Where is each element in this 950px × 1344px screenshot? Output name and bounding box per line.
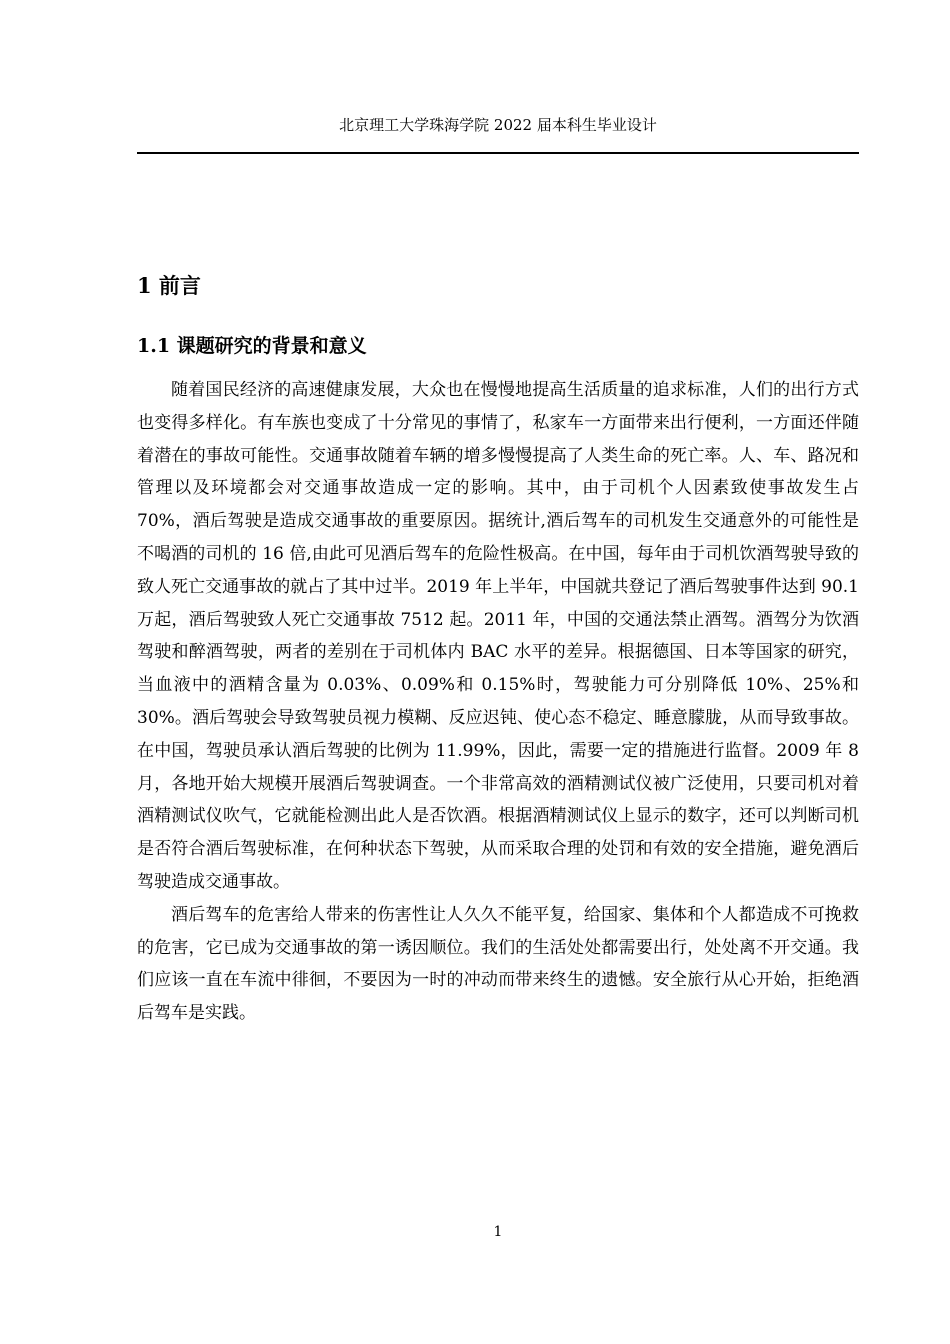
- chapter-heading: 1 前言: [137, 273, 201, 298]
- running-header: 北京理工大学珠海学院 2022 届本科生毕业设计: [339, 116, 657, 134]
- page-number: 1: [493, 1224, 503, 1240]
- paragraph-2: 酒后驾车的危害给人带来的伤害性让人久久不能平复，给国家、集体和个人都造成不可挽救的危害，它已成为交通事故的第一诱因顺位。我们的生活处处都需要出行，处处离不开交通。我们应该一直在车流中徘徊，不要因为一时的冲动而带来终生的遗憾。安全旅行从心开始，拒绝酒后驾车是实践。: [137, 904, 859, 1024]
- section-heading: 1.1 课题研究的背景和意义: [137, 335, 367, 357]
- header-rule: [137, 152, 859, 154]
- body-text: [137, 374, 859, 1030]
- paragraph-1: 随着国民经济的高速健康发展，大众也在慢慢地提高生活质量的追求标准，人们的出行方式也变得多样化。有车族也变成了十分常见的事情了，私家车一方面带来出行便利，一方面还伴随着潜在的事故可能性。交通事故随着车辆的增多慢慢提高了人类生命的死亡率。人、车、路况和管理以及环境都会对交通事故造成一定的影响。其中，由于司机个人因素致使事故发生占 70%，酒后驾驶是造成交通事故的重要原因。据统计,酒后驾车的司机发生交通意外的可能性是不喝酒的司机的 16 倍,由此可见酒后驾车的危险性极高。在中国，每年由于司机饮酒驾驶导致的致人死亡交通事故的就占了其中过半。2019 年上半年，中国就共登记了酒后驾驶事件达到 90.1 万起，酒后驾驶致人死亡交通事故 7512 起。2011 年，中国的交通法禁止酒驾。酒驾分为饮酒驾驶和醉酒驾驶，两者的差别在于司机体内 BAC 水平的差异。根据德国、日本等国家的研究，当血液中的酒精含量为 0.03%、0.09%和 0.15%时，驾驶能力可分别降低 10%、25%和 30%。酒后驾驶会导致驾驶员视力模糊、反应迟钝、使心态不稳定、睡意朦胧，从而导致事故。在中国，驾驶员承认酒后驾驶的比例为 11.99%，因此，需要一定的措施进行监督。2009 年 8 月，各地开始大规模开展酒后驾驶调查。一个非常高效的酒精测试仪被广泛使用，只要司机对着酒精测试仪吹气，它就能检测出此人是否饮酒。根据酒精测试仪上显示的数字，还可以判断司机是否符合酒后驾驶标准，在何种状态下驾驶，从而采取合理的处罚和有效的安全措施，避免酒后驾驶造成交通事故。: [137, 380, 859, 892]
